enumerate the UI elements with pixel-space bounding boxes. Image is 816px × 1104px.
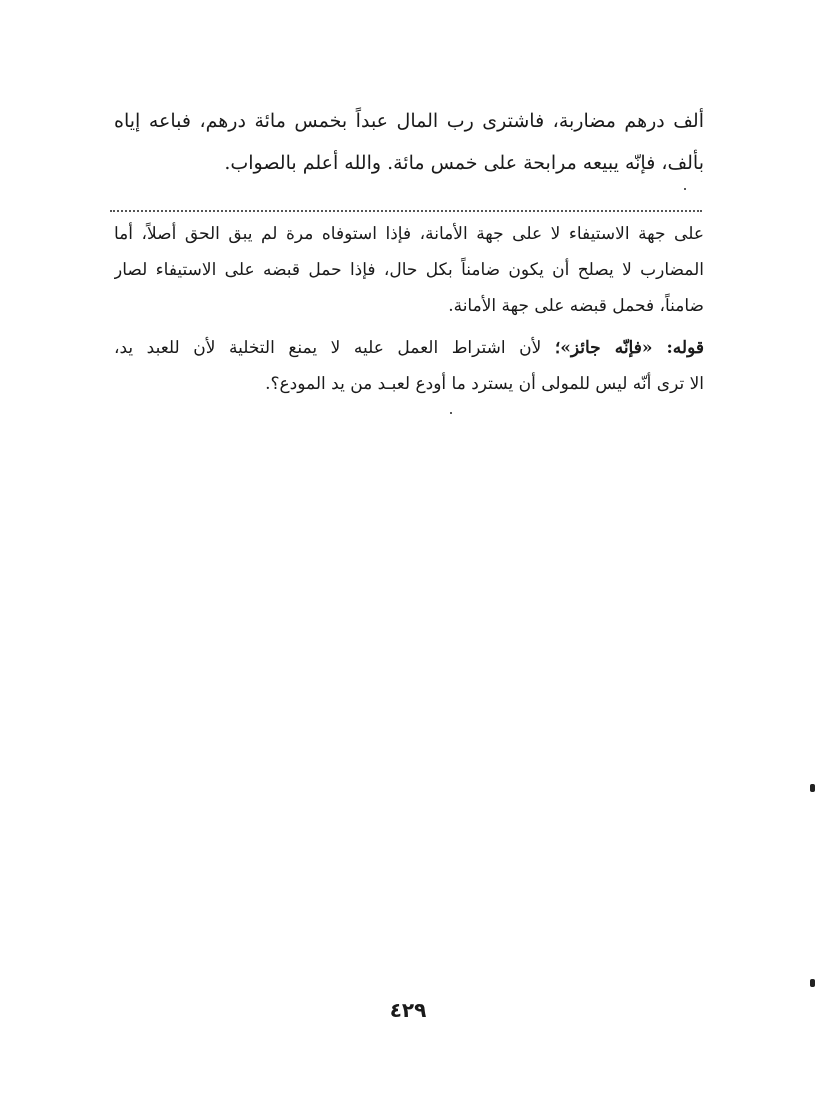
commentary-line: على جهة الاستيفاء لا على جهة الأمانة، فإذا استوفاه مرة لم يبق الحق أصلاً، أما [114,224,704,244]
commentary-line-rest: لأن اشتراط العمل عليه لا يمنع التخلية لأن للعبد يد، [114,338,555,358]
scan-speck [684,188,686,190]
page-number: ٤٢٩ [389,998,427,1022]
commentary-line: ضامناً، فحمل قبضه على جهة الأمانة. [448,296,704,316]
scan-speck [450,412,452,414]
commentary-paragraph [114,330,704,402]
main-text-block [114,100,704,184]
commentary-line: المضارب لا يصلح أن يكون ضامناً بكل حال، فإذا حمل قبضه على الاستيفاء لصار [114,260,704,280]
main-text-line: بألف، فإنّه يبيعه مرابحة على خمس مائة. والله أعلم بالصواب. [224,152,704,174]
commentary-line: الا ترى أنّه ليس للمولى أن يسترد ما أودع لعبـد من يد المودع؟. [265,374,704,394]
footnote-separator [110,210,702,212]
commentary-line [114,330,704,366]
scan-speck [810,979,815,987]
commentary-paragraph [114,216,704,324]
scan-speck [810,784,815,792]
quote-lead: قوله: «فإنّه جائز»؛ [554,338,704,358]
main-text-line: ألف درهم مضاربة، فاشترى رب المال عبداً بخمس مائة درهم، فباعه إياه [114,110,704,132]
